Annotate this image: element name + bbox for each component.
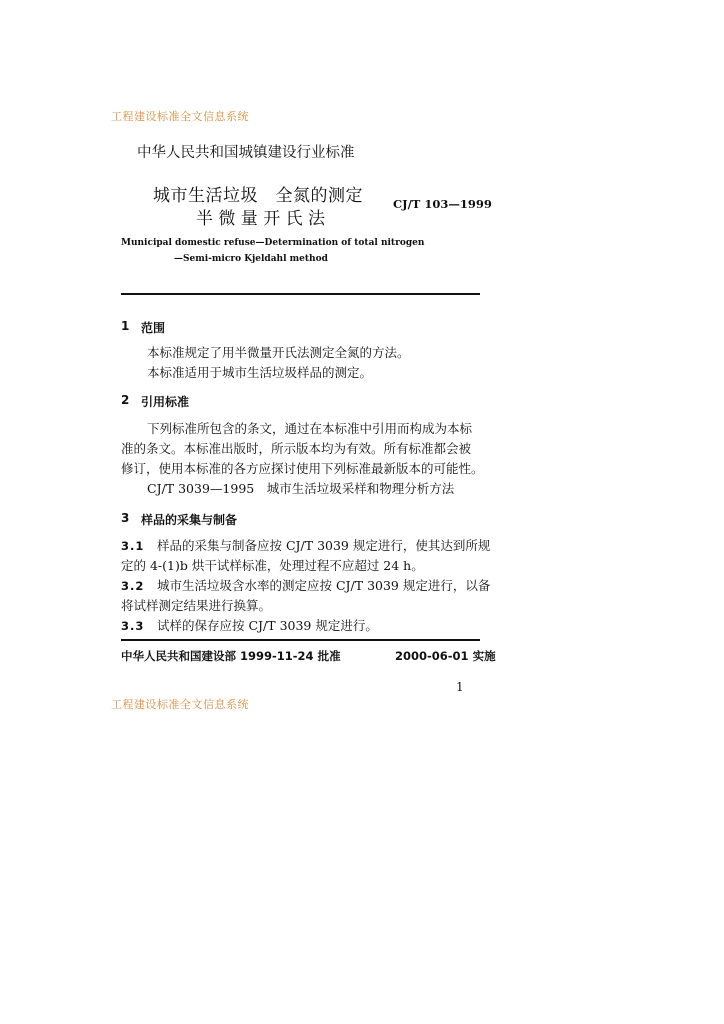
watermark-bottom: 工程建设标准全文信息系统 bbox=[111, 698, 249, 711]
section-2-line-1: 下列标准所包含的条文，通过在本标准中引用而构成为本标 bbox=[147, 421, 473, 436]
section-1-number: 1 bbox=[121, 319, 130, 333]
document-title-line1: 城市生活垃圾 全氮的测定 bbox=[153, 186, 363, 206]
section-3-number: 3 bbox=[121, 511, 130, 525]
clause-3-1-line-1: 样品的采集与制备应按 CJ/T 3039 规定进行，使其达到所规 bbox=[157, 538, 491, 553]
clause-3-2-number: 3.2 bbox=[121, 579, 145, 593]
clause-3-2-line-1: 城市生活垃圾含水率的测定应按 CJ/T 3039 规定进行，以备 bbox=[157, 578, 491, 593]
section-2-referenced-standard: CJ/T 3039—1995 城市生活垃圾采样和物理分析方法 bbox=[147, 481, 455, 496]
section-3-title: 样品的采集与制备 bbox=[141, 513, 238, 527]
watermark-top: 工程建设标准全文信息系统 bbox=[111, 110, 249, 123]
section-1-title: 范围 bbox=[141, 321, 166, 335]
clause-3-3-line-1: 试样的保存应按 CJ/T 3039 规定进行。 bbox=[157, 618, 378, 633]
section-2-number: 2 bbox=[121, 393, 130, 407]
clause-3-3-number: 3.3 bbox=[121, 619, 145, 633]
clause-3-2-line-2: 将试样测定结果进行换算。 bbox=[121, 598, 272, 613]
standard-code: CJ/T 103—1999 bbox=[393, 197, 492, 211]
document-title-line2: 半 微 量 开 氏 法 bbox=[196, 209, 326, 229]
issuer-title: 中华人民共和国城镇建设行业标准 bbox=[137, 145, 355, 161]
english-title-line2: —Semi-micro Kjeldahl method bbox=[174, 254, 328, 264]
approval-statement: 中华人民共和国建设部 1999-11-24 批准 bbox=[121, 649, 341, 663]
clause-3-1-line-2: 定的 4-(1)b 烘干试样标准，处理过程不应超过 24 h。 bbox=[121, 558, 424, 573]
clause-3-1-number: 3.1 bbox=[121, 539, 145, 553]
implementation-date: 2000-06-01 实施 bbox=[395, 649, 496, 663]
page-number: 1 bbox=[456, 680, 464, 694]
section-2-line-3: 修订，使用本标准的各方应探讨使用下列标准最新版本的可能性。 bbox=[121, 461, 484, 476]
english-title-line1: Municipal domestic refuse—Determination of total nitrogen bbox=[121, 238, 425, 248]
section-1-paragraph-1: 本标准规定了用半微量开氏法测定全氮的方法。 bbox=[147, 345, 410, 360]
bottom-rule bbox=[121, 639, 480, 641]
section-2-line-2: 准的条文。本标准出版时，所示版本均为有效。所有标准都会被 bbox=[121, 441, 472, 456]
top-rule bbox=[121, 293, 480, 295]
section-1-paragraph-2: 本标准适用于城市生活垃圾样品的测定。 bbox=[147, 365, 373, 380]
section-2-title: 引用标准 bbox=[141, 395, 190, 409]
